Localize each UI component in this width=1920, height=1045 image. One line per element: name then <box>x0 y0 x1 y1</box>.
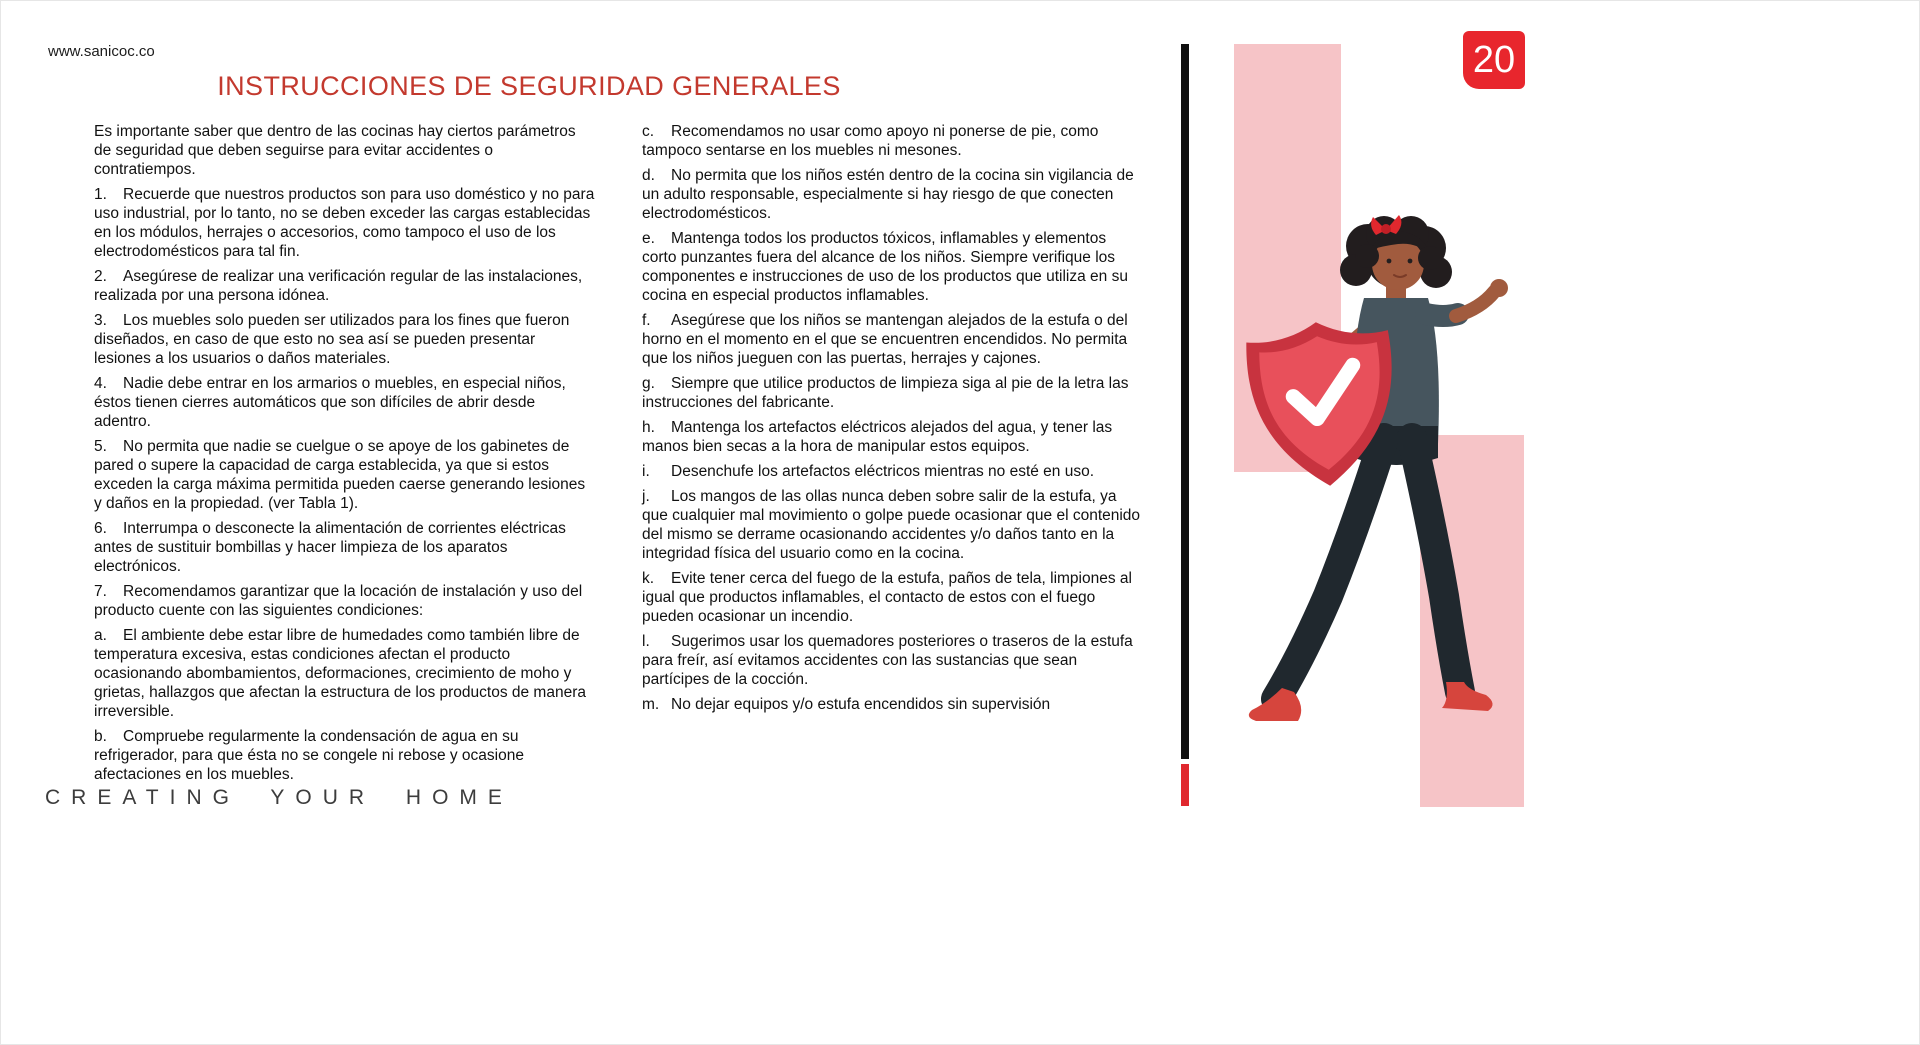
item-marker: l. <box>642 633 650 650</box>
instruction-item <box>642 229 1144 305</box>
waving-hand <box>1490 279 1508 297</box>
item-marker: 3. <box>94 312 107 329</box>
page-number-badge: 20 <box>1463 31 1525 89</box>
instruction-item <box>94 185 596 261</box>
item-text: Los mangos de las ollas nunca deben sobre salir de la estufa, ya que cualquier mal movimiento o golpe puede ocasionar que el contenido del mismo se derrame ocasionando accidentes y/o daños tanto en la integridad física del usuario como en la cocina. <box>642 488 1141 562</box>
item-text: Mantenga los artefactos eléctricos alejados del agua, y tener las manos bien secas a la hora de manipular estos equipos. <box>642 419 1113 455</box>
item-text: Desenchufe los artefactos eléctricos mientras no esté en uso. <box>671 463 1095 480</box>
footer-tagline: CREATING YOUR HOME <box>45 786 513 809</box>
item-text: No permita que nadie se cuelgue o se apoye de los gabinetes de pared o supere la capacidad de carga establecida, ya que si estos exceden la carga máxima permitida pueden caerse generando lesiones y daños en la propiedad. (ver Tabla 1). <box>94 438 586 512</box>
eye-right <box>1408 259 1413 264</box>
item-text: Es importante saber que dentro de las cocinas hay ciertos parámetros de seguridad que deben seguirse para evitar accidentes o contratiempos. <box>94 123 576 178</box>
right-column <box>642 122 1144 790</box>
item-text: Recomendamos no usar como apoyo ni ponerse de pie, como tampoco sentarse en los muebles ni mesones. <box>642 123 1099 159</box>
instruction-item <box>94 582 596 620</box>
item-text: No permita que los niños estén dentro de la cocina sin vigilancia de un adulto responsable, especialmente si hay riesgo de que conecten electrodomésticos. <box>642 167 1134 222</box>
item-text: Asegúrese de realizar una verificación regular de las instalaciones, realizada por una persona idónea. <box>94 268 583 304</box>
item-text: Evite tener cerca del fuego de la estufa, paños de tela, limpiones al igual que productos inflamables, el contacto de estos con el fuego pueden ocasionar un incendio. <box>642 570 1132 625</box>
item-marker: 5. <box>94 438 107 455</box>
item-marker: a. <box>94 627 107 644</box>
item-marker: d. <box>642 167 655 184</box>
divider-bar-black <box>1181 44 1189 759</box>
instruction-item <box>642 695 1144 714</box>
instruction-item <box>642 632 1144 689</box>
item-marker: k. <box>642 570 655 587</box>
left-column <box>94 122 596 790</box>
item-marker: j. <box>642 488 650 505</box>
shoe-right <box>1442 682 1493 711</box>
item-marker: c. <box>642 123 655 140</box>
item-marker: f. <box>642 312 651 329</box>
eye-left <box>1387 259 1392 264</box>
instruction-item <box>94 311 596 368</box>
item-marker: i. <box>642 463 650 480</box>
item-marker: b. <box>94 728 107 745</box>
divider-bar-red <box>1181 764 1189 806</box>
item-marker: 7. <box>94 583 107 600</box>
instruction-item <box>642 166 1144 223</box>
leg-right <box>1412 438 1460 692</box>
item-text: Sugerimos usar los quemadores posteriores o traseros de la estufa para freír, así evitamos accidentes con las sustancias que sean partícipes de la cocción. <box>642 633 1133 688</box>
item-marker: g. <box>642 375 655 392</box>
item-marker: h. <box>642 419 655 436</box>
item-text: El ambiente debe estar libre de humedades como también libre de temperatura excesiva, estas condiciones afectan el producto ocasionando abombamientos, deformaciones, crecimiento de moho y grietas, hallazgos que afectan la estructura de los productos de manera irreversible. <box>94 627 586 720</box>
hair-curl-left <box>1355 244 1379 268</box>
instruction-item <box>642 374 1144 412</box>
woman-illustration <box>1236 196 1521 756</box>
hair-curl-right <box>1418 246 1442 270</box>
item-text: Compruebe regularmente la condensación de agua en su refrigerador, para que ésta no se congele ni rebose y ocasione afectaciones en los muebles. <box>94 728 524 783</box>
instruction-item <box>642 569 1144 626</box>
instruction-item <box>94 727 596 784</box>
item-marker: 6. <box>94 520 107 537</box>
item-text: Siempre que utilice productos de limpieza siga al pie de la letra las instrucciones del fabricante. <box>642 375 1129 411</box>
instruction-item <box>94 519 596 576</box>
instruction-item <box>94 374 596 431</box>
item-text: Los muebles solo pueden ser utilizados para los fines que fueron diseñados, en caso de que esto no sea así se pueden presentar lesiones a los usuarios o daños materiales. <box>94 312 570 367</box>
instruction-item <box>94 626 596 721</box>
instruction-item <box>94 267 596 305</box>
instruction-item <box>642 122 1144 160</box>
instruction-item <box>642 418 1144 456</box>
instruction-item <box>642 311 1144 368</box>
item-marker: e. <box>642 230 655 247</box>
item-text: No dejar equipos y/o estufa encendidos sin supervisión <box>671 696 1051 713</box>
item-text: Recomendamos garantizar que la locación de instalación y uso del producto cuente con las siguientes condiciones: <box>94 583 583 619</box>
item-text: Mantenga todos los productos tóxicos, inflamables y elementos corto punzantes fuera del alcance de los niños. Siempre verifique los componentes e instrucciones de uso de los productos que utiliza en su cocina en especial productos inflamables. <box>642 230 1128 304</box>
instruction-item <box>94 122 596 179</box>
item-marker: 2. <box>94 268 107 285</box>
instruction-item <box>94 437 596 513</box>
item-text: Asegúrese que los niños se mantengan alejados de la estufa o del horno en el momento en el que se encuentren encendidos. No permita que los niños jueguen con las puertas, herrajes y cajones. <box>642 312 1128 367</box>
instructions-columns <box>94 122 1144 790</box>
instruction-item <box>642 487 1144 563</box>
item-marker: 4. <box>94 375 107 392</box>
page-title: INSTRUCCIONES DE SEGURIDAD GENERALES <box>217 71 841 101</box>
item-text: Interrumpa o desconecte la alimentación de corrientes eléctricas antes de sustituir bombillas y hacer limpieza de los aparatos electrónicos. <box>94 520 566 575</box>
title-wrap <box>1 71 1057 102</box>
item-marker: 1. <box>94 186 107 203</box>
instruction-item <box>642 462 1144 481</box>
website-text: www.sanicoc.co <box>48 43 155 60</box>
item-text: Recuerde que nuestros productos son para uso doméstico y no para uso industrial, por lo tanto, no se deben exceder las cargas establecidas en los módulos, herrajes o accesorios, como tampoco el uso de los electrodomésticos para tal fin. <box>94 186 595 260</box>
item-text: Nadie debe entrar en los armarios o muebles, en especial niños, éstos tienen cierres automáticos que son difíciles de abrir desde adentro. <box>94 375 566 430</box>
item-marker: m. <box>642 696 660 713</box>
